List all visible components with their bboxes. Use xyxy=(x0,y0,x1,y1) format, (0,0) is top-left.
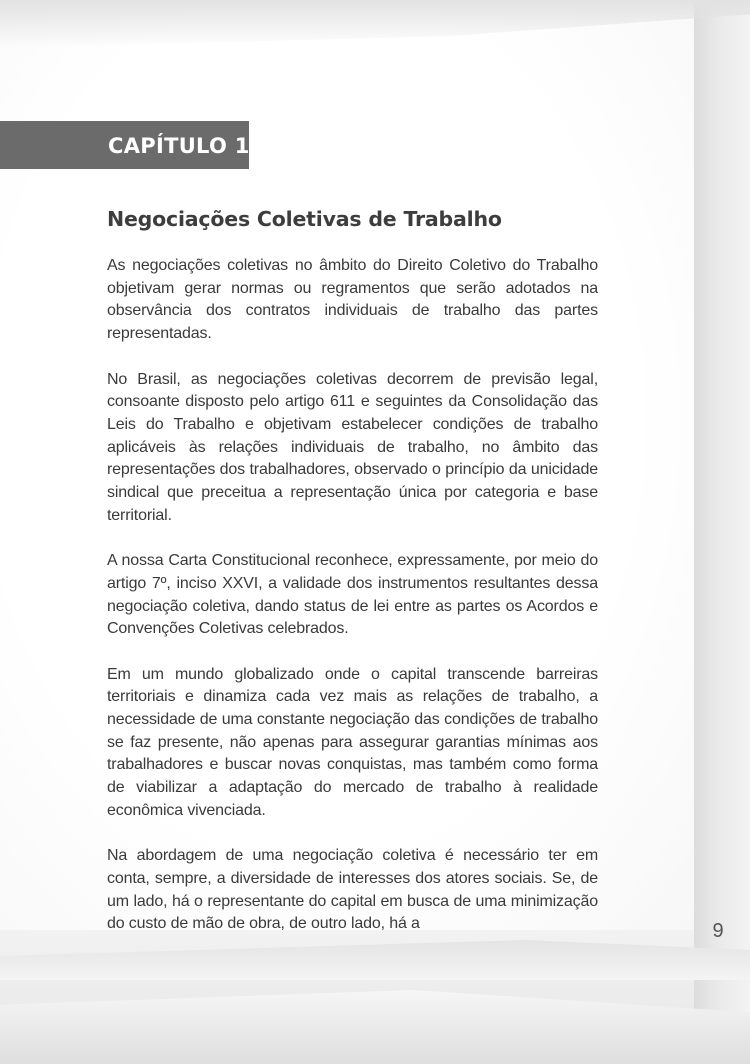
page-number: 9 xyxy=(712,920,724,942)
paragraph: A nossa Carta Constitucional reconhece, expressamente, por meio do artigo 7º, inciso XXVI, a validade dos instrumentos resultantes dessa negociação coletiva, dando status de lei entre as partes os Acordos e Convenções Coletivas celebrados. xyxy=(107,552,598,638)
footer-decorative-band xyxy=(0,990,750,1064)
paragraph: Em um mundo globalizado onde o capital transcende barreiras territoriais e dinamiza cada vez mais as relações de trabalho, a necessidade de uma constante negociação das condições de trabalho se faz presente, não apenas para assegurar garantias mínimas aos trabalhadores e buscar novas conquistas, mas também como forma de viabilizar a adaptação do mercado de trabalho à realidade econômica vivenciada. xyxy=(107,665,598,819)
chapter-label: CAPÍTULO 1 xyxy=(108,134,250,158)
section-title: Negociações Coletivas de Trabalho xyxy=(107,207,502,231)
paragraph: No Brasil, as negociações coletivas decorrem de previsão legal, consoante disposto pelo artigo 611 e seguintes da Consolidação das Leis do Trabalho e objetivam estabelecer condições de trabalho aplicáveis às relações individuais de trabalho, no âmbito das representações dos trabalhadores, observado o princípio da unicidade sindical que preceitua a representação única por categoria e base territorial. xyxy=(107,370,598,524)
paragraph: As negociações coletivas no âmbito do Direito Coletivo do Trabalho objetivam gerar normas ou regramentos que serão adotados na observância dos contratos individuais de trabalho das partes representadas. xyxy=(107,257,598,343)
right-decorative-band xyxy=(694,0,750,1064)
paragraph: Na abordagem de uma negociação coletiva é necessário ter em conta, sempre, a diversidade de interesses dos atores sociais. Se, de um lado, há o representante do capital em busca de uma minimização do custo de mão de obra, de outro lado, há a xyxy=(107,847,598,933)
body-text xyxy=(107,255,598,959)
